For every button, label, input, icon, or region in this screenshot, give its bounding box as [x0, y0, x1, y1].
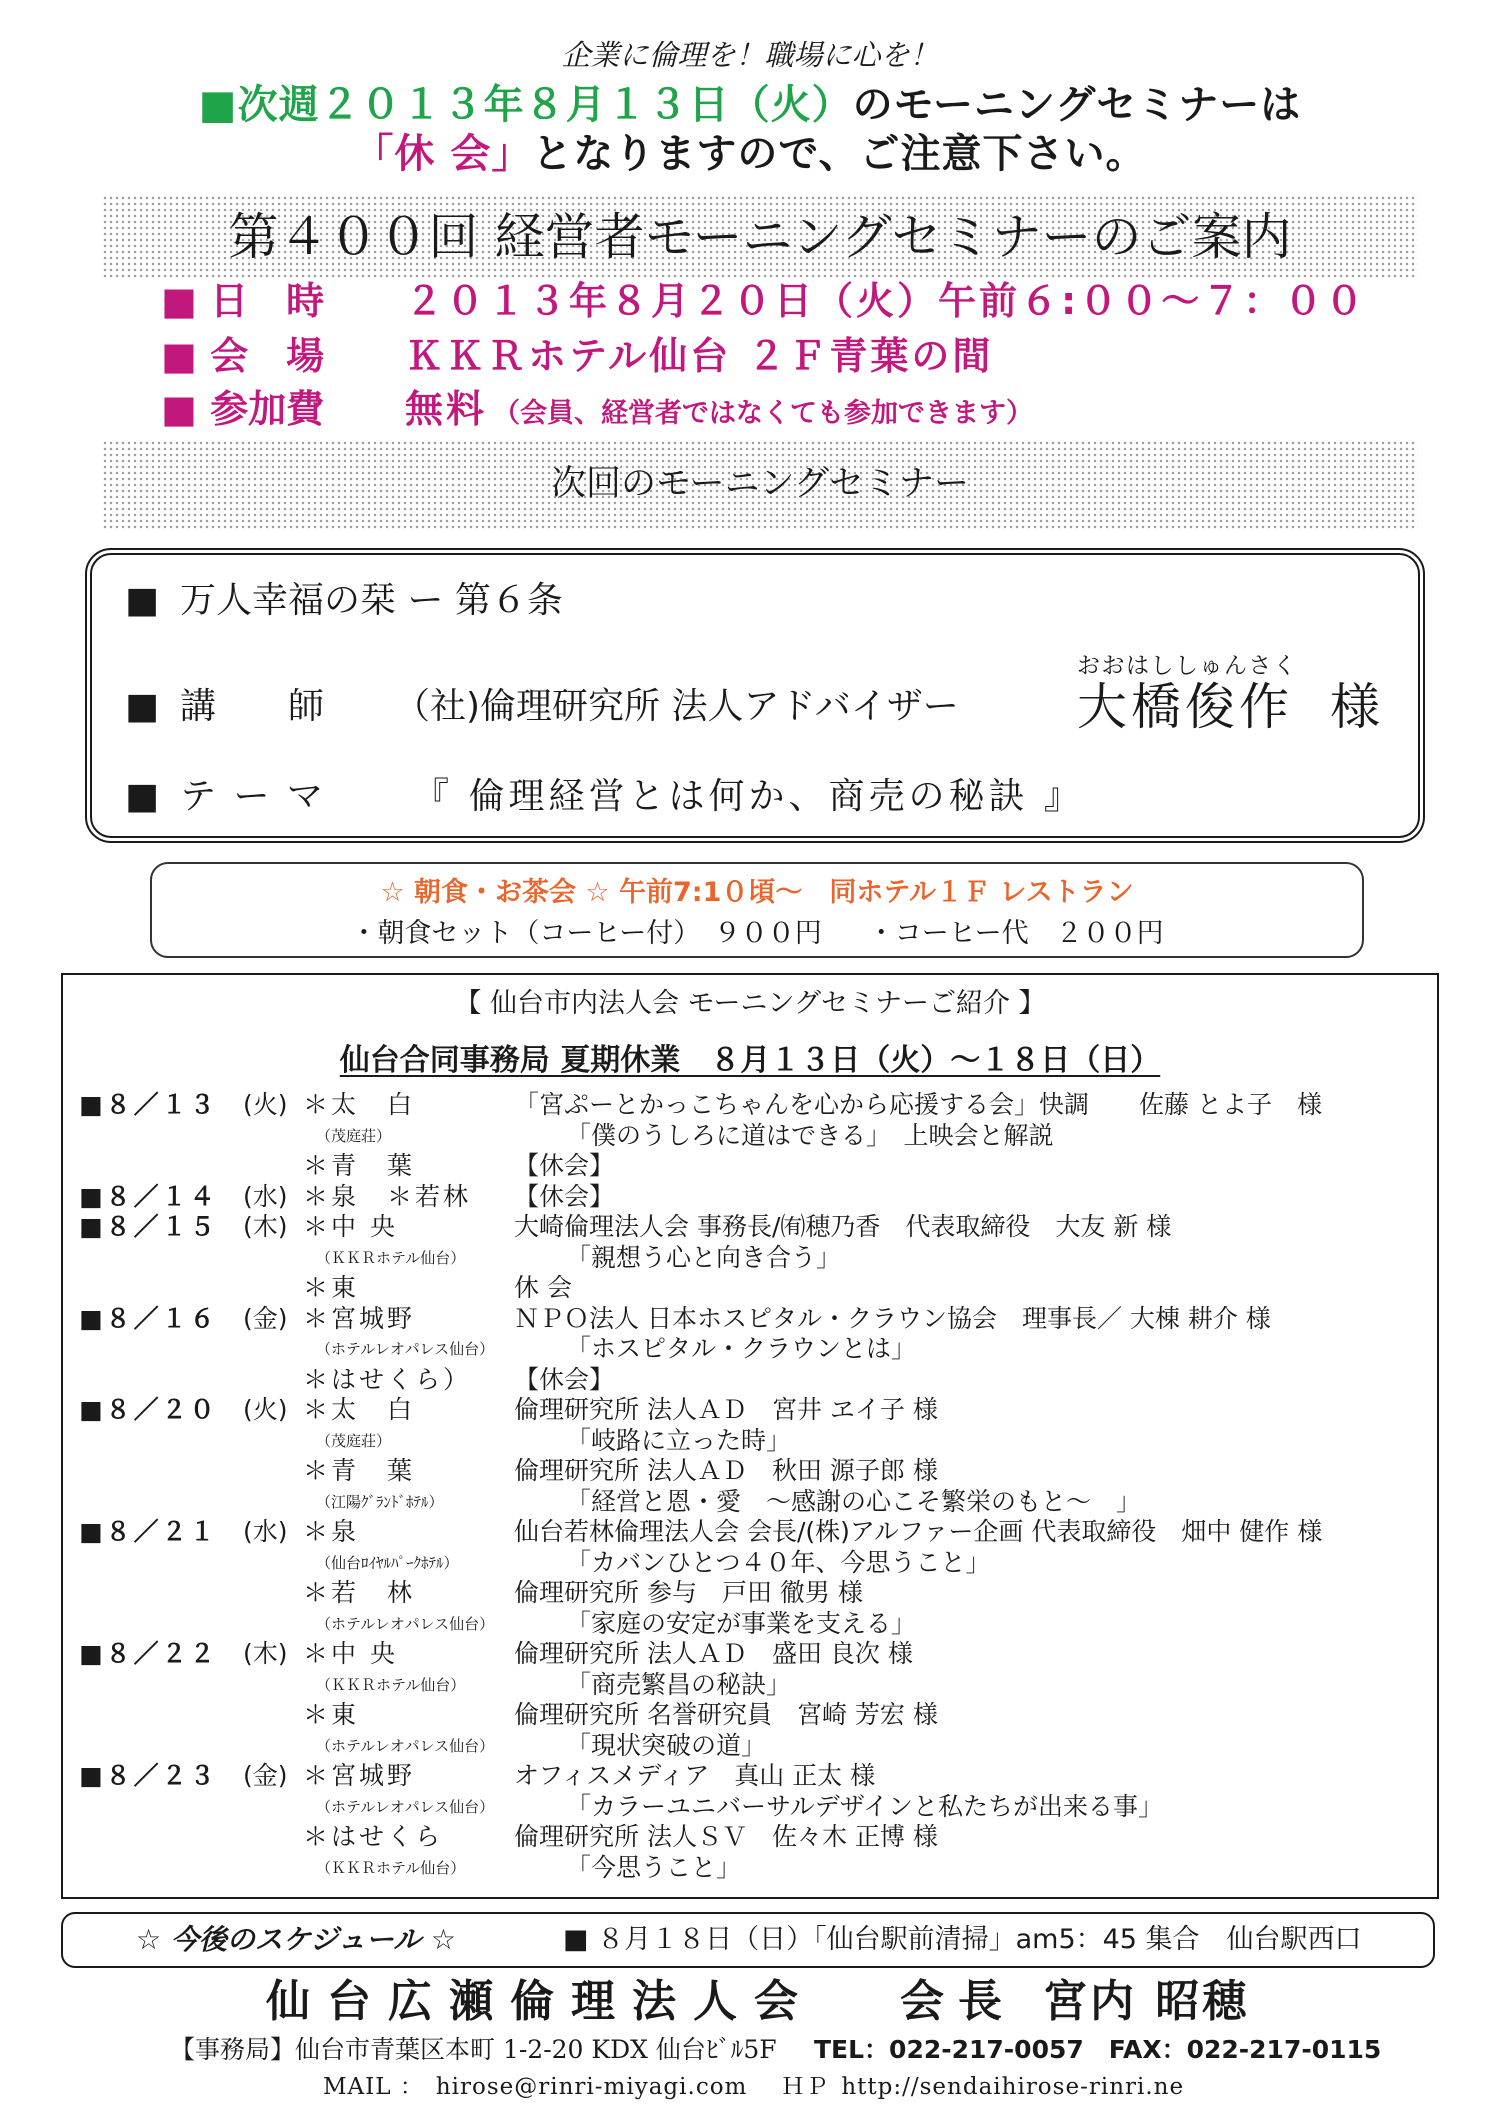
homepage-label: ＨＰ: [781, 2074, 830, 2100]
schedule-venue: （茂庭荘）: [316, 1431, 392, 1450]
schedule-content: 「岐路に立った時」: [566, 1425, 792, 1455]
schedule-row: [63, 1365, 1437, 1396]
schedule-row: [63, 1670, 1437, 1701]
schedule-row: [63, 1121, 1437, 1152]
schedule-content: 【休会】: [514, 1151, 615, 1180]
schedule-date: ■８／１４: [79, 1181, 218, 1211]
schedule-row: [63, 1548, 1437, 1579]
schedule-row: [63, 1182, 1437, 1213]
schedule-row: [63, 1517, 1437, 1548]
schedule-rows: [63, 1090, 1437, 1883]
schedule-venue: （茂庭荘）: [316, 1126, 392, 1145]
schedule-row: [63, 1578, 1437, 1609]
holiday-notice: 仙台合同事務局 夏期休業 ８月１３日（火）～１８日（日）: [339, 1043, 1161, 1078]
schedule-title: 【 仙台市内法人会 モーニングセミナーご紹介 】: [454, 988, 1046, 1019]
datetime-label: ■ 日 時: [161, 279, 325, 323]
schedule-weekday: (水): [243, 1181, 288, 1211]
schedule-content: 「経営と恩・愛 ～感謝の心こそ繁栄のもと～ 」: [566, 1486, 1142, 1516]
schedule-row: [63, 1456, 1437, 1487]
schedule-weekday: (金): [243, 1303, 288, 1333]
schedule-content: 「今思うこと」: [566, 1852, 742, 1882]
lecturer-label: 講 師: [180, 686, 325, 727]
schedule-content: 大崎倫理法人会 事務長/㈲穂乃香 代表取締役 大友 新 様: [514, 1212, 1172, 1241]
venue-value: ＫＫＲホテル仙台 ２Ｆ青葉の間: [405, 334, 994, 378]
seminar-title-banner: [102, 195, 1418, 280]
schedule-content: 仙台若林倫理法人会 会長/(株)アルファー企画 代表取締役 畑中 健作 様: [514, 1517, 1323, 1546]
fee-note: （会員、経営者ではなくても参加できます）: [493, 398, 1034, 429]
schedule-content: 「ホスピタル・クラウンとは」: [566, 1334, 917, 1363]
schedule-weekday: (木): [243, 1639, 288, 1668]
schedule-content: 「カバンひとつ４０年、今思うこと」: [566, 1547, 991, 1577]
schedule-branch: ＊はせくら）: [303, 1364, 472, 1394]
notice-line-1: [0, 80, 1500, 130]
schedule-row: [63, 1243, 1437, 1274]
breakfast-prices: [152, 915, 1362, 953]
schedule-content: 倫理研究所 名誉研究員 宮崎 芳宏 様: [514, 1700, 938, 1729]
theme-label: テ ー マ: [180, 776, 326, 817]
schedule-date: ■８／２２: [79, 1639, 218, 1668]
schedule-row: [63, 1700, 1437, 1731]
schedule-row: [63, 1822, 1437, 1853]
coffee-price: ・コーヒー代 ２００円: [867, 918, 1164, 949]
schedule-box: [61, 973, 1439, 1899]
schedule-weekday: (木): [243, 1212, 288, 1241]
theme-value: 『 倫理経営とは何か、商売の秘訣 』: [413, 776, 1084, 817]
schedule-content: 「家庭の安定が事業を支える」: [566, 1608, 917, 1638]
schedule-venue: （ＫＫＲホテル仙台）: [316, 1858, 466, 1877]
schedule-branch: ＊若 林: [303, 1578, 416, 1607]
schedule-venue: （仙台ﾛｲﾔﾙﾊﾟｰｸﾎﾃﾙ）: [316, 1553, 459, 1572]
schedule-row: [63, 1090, 1437, 1121]
tagline: 企業に倫理を！職場に心を！: [561, 38, 939, 72]
holiday-notice-line: [63, 1043, 1437, 1079]
schedule-date: ■８／１３: [79, 1090, 218, 1119]
venue-label: ■ 会 場: [161, 334, 325, 378]
schedule-row: [63, 1212, 1437, 1243]
schedule-weekday: (水): [243, 1517, 288, 1546]
breakfast-headline: ☆ 朝食・お茶会 ☆ 午前7:1０頃～ 同ホテル１Ｆ レストラン: [380, 877, 1134, 908]
schedule-row: [63, 1609, 1437, 1640]
organization-name: 仙台広瀬倫理法人会: [266, 1976, 815, 2027]
schedule-content: 休 会: [514, 1273, 572, 1302]
schedule-row: [63, 1639, 1437, 1670]
schedule-branch: ＊泉: [303, 1517, 360, 1546]
notice-closed-highlight: 「休 会」: [353, 131, 533, 177]
notice-line-2: [0, 129, 1500, 179]
schedule-branch: ＊太 白: [303, 1090, 416, 1119]
schedule-branch: ＊東: [303, 1700, 360, 1729]
schedule-row: [63, 1334, 1437, 1365]
schedule-venue: （江陽ｸﾞﾗﾝﾄﾞﾎﾃﾙ）: [316, 1492, 444, 1511]
schedule-row: [63, 1151, 1437, 1182]
schedule-content: 「カラーユニバーサルデザインと私たちが出来る事」: [566, 1791, 1164, 1821]
notice-date-highlight: ■次週２０１３年８月１３日（火）: [198, 82, 853, 128]
schedule-row: [63, 1731, 1437, 1762]
schedule-branch: ＊中 央: [303, 1639, 398, 1668]
schedule-weekday: (火): [243, 1395, 288, 1424]
schedule-venue: （ホテルレオパレス仙台）: [316, 1736, 495, 1755]
datetime-value-line: [405, 277, 1366, 325]
schedule-content: 倫理研究所 法人ＡＤ 宮井 ヱイ子 様: [514, 1395, 938, 1424]
schedule-venue: （ホテルレオパレス仙台）: [316, 1614, 495, 1633]
homepage-url: http://sendaihirose-rinri.ne: [841, 2074, 1185, 2100]
schedule-row: [63, 1426, 1437, 1457]
schedule-date: ■８／２０: [79, 1395, 218, 1424]
schedule-branch: ＊はせくら: [303, 1822, 444, 1851]
schedule-row: [63, 1761, 1437, 1792]
schedule-content: 「宮ぷーとかっこちゃんを心から応援する会」快調 佐藤 とよ子 様: [514, 1090, 1322, 1119]
chair-name: 宮内 昭穂: [1043, 1976, 1250, 2027]
schedule-date: ■８／１６: [79, 1303, 218, 1333]
schedule-branch: ＊青 葉: [303, 1151, 416, 1180]
schedule-content: 「商売繁昌の秘訣」: [566, 1669, 792, 1699]
schedule-content: 「親想う心と向き合う」: [566, 1242, 842, 1272]
schedule-content: 【休会】: [514, 1364, 615, 1394]
phone-fax: TEL：022-217-0057 FAX：022-217-0115: [814, 2035, 1382, 2064]
schedule-branch: ＊青 葉: [303, 1456, 416, 1485]
schedule-venue: （ホテルレオパレス仙台）: [316, 1797, 495, 1816]
schedule-venue: （ホテルレオパレス仙台）: [316, 1340, 495, 1358]
schedule-content: 「現状突破の道」: [566, 1730, 767, 1760]
schedule-content: 倫理研究所 法人ＡＤ 秋田 源子郎 様: [514, 1456, 938, 1485]
lecturer-name: 大橋俊作: [1077, 678, 1293, 736]
schedule-row: [63, 1395, 1437, 1426]
schedule-weekday: (金): [243, 1761, 288, 1790]
schedule-row: [63, 1792, 1437, 1823]
next-seminar-heading: 次回のモーニングセミナー: [551, 464, 969, 504]
schedule-branch: ＊中 央: [303, 1212, 398, 1241]
schedule-weekday: (火): [243, 1090, 288, 1119]
schedule-content: 倫理研究所 法人ＳＶ 佐々木 正博 様: [514, 1822, 938, 1851]
book-bullet: ■: [125, 580, 160, 621]
notice-line-1-text: のモーニングセミナーは: [852, 82, 1302, 128]
schedule-content: ＮＰＯ法人 日本ホスピタル・クラウン協会 理事長／ 大棟 耕介 様: [514, 1303, 1271, 1333]
next-seminar-banner: [102, 440, 1418, 529]
schedule-content: 【休会】: [514, 1181, 615, 1211]
upcoming-label: ☆ 今後のスケジュール ☆: [136, 1923, 457, 1956]
book-item: 万人幸福の栞 ー 第６条: [180, 580, 563, 621]
schedule-branch: ＊泉 ＊若林: [303, 1181, 472, 1211]
schedule-branch: ＊太 白: [303, 1395, 416, 1424]
seminar-title: 第４００回 経営者モーニングセミナーのご案内: [228, 208, 1292, 266]
schedule-content: 「僕のうしろに道はできる」 上映会と解説: [566, 1120, 1054, 1150]
datetime-value: ２０１３年８月２０日（火）午前６:００～７：００: [405, 279, 1367, 323]
lecture-box: [85, 548, 1425, 843]
schedule-date: ■８／２１: [79, 1517, 218, 1546]
schedule-branch: ＊宮城野: [303, 1303, 416, 1333]
schedule-content: オフィスメディア 真山 正太 様: [514, 1761, 876, 1790]
lecturer-affiliation: （社)倫理研究所 法人アドバイザー: [394, 686, 959, 727]
schedule-venue: （ＫＫＲホテル仙台）: [316, 1675, 466, 1694]
upcoming-schedule-bar: [61, 1912, 1435, 1968]
schedule-row: [63, 1487, 1437, 1518]
schedule-row: [63, 1304, 1437, 1335]
breakfast-box: [150, 862, 1364, 958]
fee-label: ■ 参加費: [161, 387, 325, 431]
theme-bullet: ■: [125, 776, 160, 817]
lecturer-name-reading: おおはししゅんさく: [1077, 653, 1298, 679]
fee-value-line: [405, 385, 1033, 433]
schedule-date: ■８／２３: [79, 1761, 218, 1790]
notice-line-2-text: となりますので、ご注意下さい。: [532, 131, 1147, 177]
lecturer-bullet: ■: [125, 686, 160, 727]
schedule-venue: （ＫＫＲホテル仙台）: [316, 1248, 466, 1267]
lecturer-honorific: 様: [1330, 678, 1380, 736]
mail-address: hirose@rinri-miyagi.com: [435, 2074, 748, 2100]
chair-title: 会長: [900, 1976, 1016, 2027]
schedule-row: [63, 1853, 1437, 1884]
schedule-content: 倫理研究所 法人ＡＤ 盛田 良次 様: [514, 1639, 913, 1668]
schedule-date: ■８／１５: [79, 1212, 218, 1241]
contact-line: [323, 2071, 1184, 2103]
schedule-row: [63, 1273, 1437, 1304]
schedule-content: 倫理研究所 参与 戸田 徹男 様: [514, 1578, 863, 1607]
upcoming-event: ■ ８月１８日（日）「仙台駅前清掃」am5：45 集合 仙台駅西口: [563, 1924, 1362, 1955]
breakfast-set-price: ・朝食セット（コーヒー付） ９００円: [350, 918, 822, 949]
office-address: 【事務局】仙台市青葉区本町 1-2-20 KDX 仙台ﾋﾞﾙ5F: [170, 2035, 777, 2064]
mail-label: MAIL ：: [323, 2074, 424, 2100]
schedule-branch: ＊宮城野: [303, 1761, 416, 1790]
schedule-branch: ＊東: [303, 1273, 360, 1302]
fee-value: 無料: [405, 387, 488, 431]
venue-value-line: [405, 332, 993, 380]
